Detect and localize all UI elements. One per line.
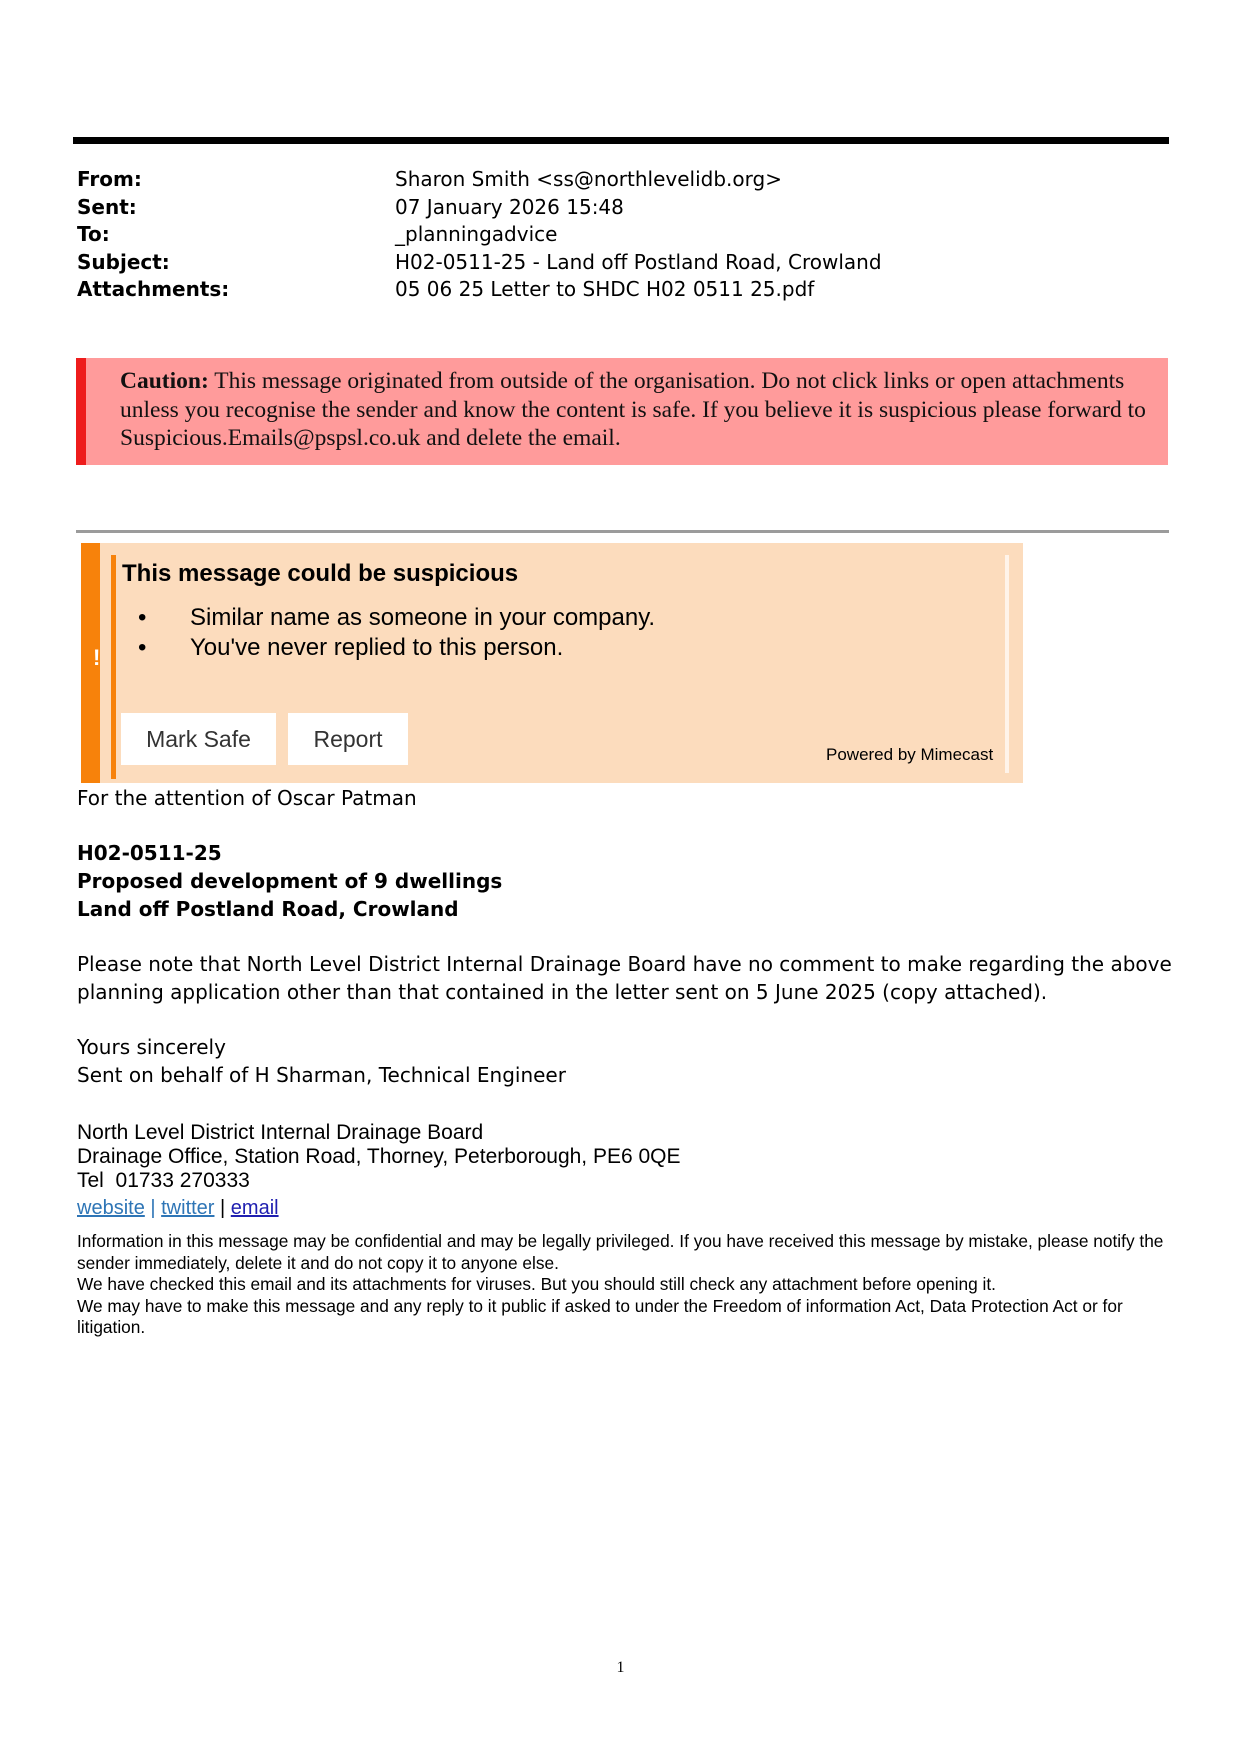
signature-tel: Tel 01733 270333 — [77, 1169, 250, 1192]
sent-label: Sent: — [77, 194, 137, 219]
subject-value: H02-0511-25 - Land off Postland Road, Crowland — [395, 249, 882, 274]
mimecast-inner-bar — [111, 555, 116, 779]
header-row-sent — [77, 194, 1167, 222]
page-number: 1 — [616, 1659, 625, 1676]
from-label: From: — [77, 167, 142, 191]
powered-by-mimecast: Powered by Mimecast — [826, 745, 994, 764]
disclaimer — [77, 1231, 1172, 1339]
from-value: Sharon Smith <ss@northlevelidb.org> — [395, 167, 782, 191]
signature-address: Drainage Office, Station Road, Thorney, Peterborough, PE6 0QE — [77, 1145, 681, 1168]
reference-number: H02-0511-25 — [77, 841, 222, 865]
signature-links — [77, 1196, 279, 1220]
disclaimer-foi: We may have to make this message and any reply to it public if asked to under the Freedom of information Act, Data Protection Act or for litigation. — [77, 1295, 1123, 1337]
caution-message: This message originated from outside of the organisation. Do not click links or open attachments unless you recognise the sender and know the content is safe. If you believe it is suspicious please forward to Suspicious.Emails@pspsl.co.uk and delete the email. — [120, 368, 1146, 451]
header-row-from — [77, 166, 1167, 194]
proposal-title: Proposed development of 9 dwellings — [77, 869, 503, 893]
location-title: Land off Postland Road, Crowland — [77, 897, 459, 921]
mimecast-reasons — [138, 603, 655, 663]
disclaimer-viruses: We have checked this email and its attachments for viruses. But you should still check any attachment before opening it. — [77, 1274, 996, 1294]
header-row-to — [77, 221, 1167, 249]
caution-label: Caution: — [120, 368, 209, 394]
header-row-subject — [77, 249, 1167, 277]
link-separator: | — [144, 1197, 162, 1219]
mimecast-title: This message could be suspicious — [122, 560, 519, 587]
email-header — [77, 166, 1167, 304]
website-link[interactable]: website — [77, 1197, 145, 1219]
exclamation-icon: ! — [93, 645, 101, 670]
divider — [76, 530, 1169, 533]
link-separator: | — [214, 1197, 231, 1219]
mimecast-warning-panel — [81, 543, 1023, 783]
twitter-link[interactable]: twitter — [161, 1197, 215, 1219]
disclaimer-confidential: Information in this message may be confidential and may be legally privileged. If you have received this message by mistake, please notify the sender immediately, delete it and do not copy it to anyone else. — [77, 1231, 1164, 1273]
mark-safe-button[interactable]: Mark Safe — [121, 713, 276, 765]
signature-block — [77, 1121, 681, 1193]
sent-value: 07 January 2026 15:48 — [395, 194, 624, 219]
caution-banner — [76, 358, 1168, 465]
attention-line: For the attention of Oscar Patman — [77, 786, 417, 810]
closing-line: Yours sincerely — [77, 1035, 226, 1059]
header-top-rule — [73, 137, 1169, 144]
subject-label: Subject: — [77, 249, 170, 274]
header-row-attachments — [77, 276, 1167, 304]
attachments-value: 05 06 25 Letter to SHDC H02 0511 25.pdf — [395, 277, 815, 301]
caution-text — [120, 367, 1170, 453]
email-link[interactable]: email — [230, 1197, 279, 1219]
attachments-label: Attachments: — [77, 277, 230, 301]
report-button[interactable]: Report — [288, 713, 408, 765]
to-label: To: — [77, 222, 110, 246]
body-paragraph-line1: Please note that North Level District Internal Drainage Board have no comment to make regarding the above — [77, 952, 1172, 976]
signature-org: North Level District Internal Drainage Board — [77, 1121, 484, 1144]
behalf-line: Sent on behalf of H Sharman, Technical Engineer — [77, 1063, 566, 1087]
mimecast-right-border — [1005, 555, 1009, 773]
list-item: • Similar name as someone in your company. — [138, 603, 655, 633]
body-paragraph-line2: planning application other than that contained in the letter sent on 5 June 2025 (copy attached). — [77, 980, 1048, 1004]
list-item: • You've never replied to this person. — [138, 633, 655, 663]
to-value: _planningadvice — [395, 222, 558, 246]
